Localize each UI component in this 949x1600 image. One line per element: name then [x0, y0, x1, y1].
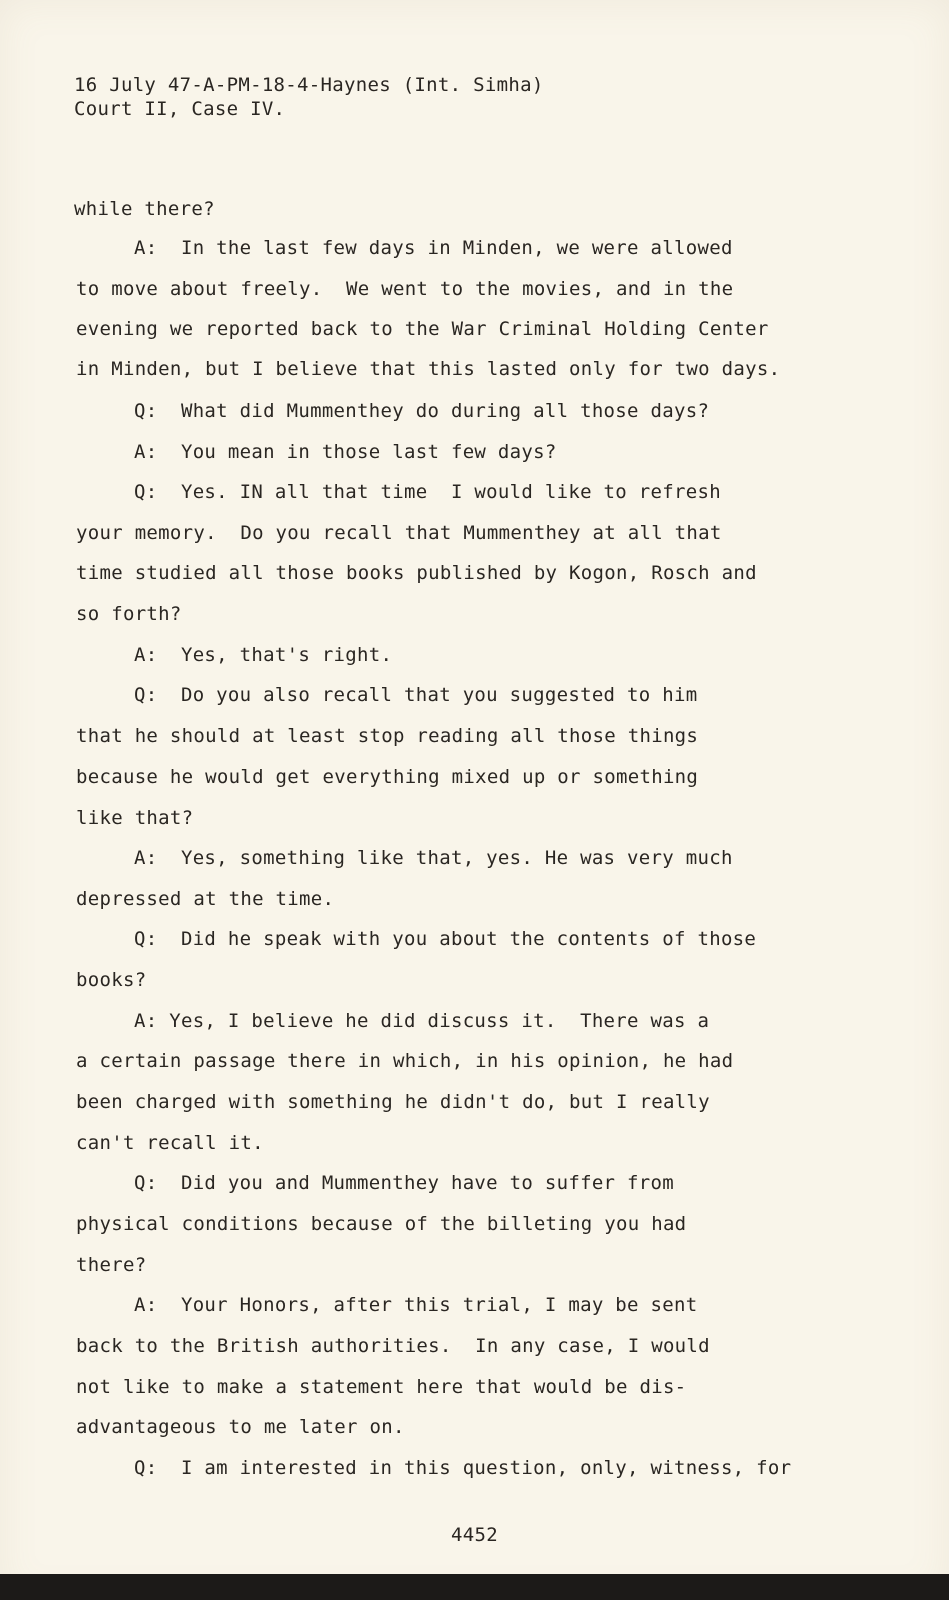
transcript-line: depressed at the time.: [76, 888, 335, 910]
transcript-line: A: Your Honors, after this trial, I may be sent: [134, 1294, 698, 1316]
transcript-line: to move about freely. We went to the movies, and in the: [76, 278, 734, 300]
transcript-line: Q: I am interested in this question, only, witness, for: [134, 1457, 792, 1479]
header-line-2: Court II, Case IV.: [74, 98, 286, 120]
transcript-line: because he would get everything mixed up or something: [76, 766, 699, 788]
transcript-line: back to the British authorities. In any case, I would: [76, 1335, 710, 1357]
transcript-line: evening we reported back to the War Criminal Holding Center: [76, 318, 769, 340]
transcript-line: time studied all those books published by Kogon, Rosch and: [76, 562, 757, 584]
scan-bottom-edge: [0, 1574, 949, 1600]
transcript-line: Q: What did Mummenthey do during all those days?: [134, 400, 710, 422]
transcript-line: A: Yes, I believe he did discuss it. There was a: [134, 1010, 710, 1032]
transcript-line: can't recall it.: [76, 1132, 264, 1154]
transcript-line: books?: [76, 969, 147, 991]
transcript-line: been charged with something he didn't do, but I really: [76, 1091, 710, 1113]
transcript-line: A: Yes, that's right.: [134, 644, 393, 666]
transcript-line: there?: [76, 1254, 147, 1276]
transcript-line: Q: Yes. IN all that time I would like to refresh: [134, 481, 721, 503]
transcript-line: physical conditions because of the billeting you had: [76, 1213, 687, 1235]
transcript-line: so forth?: [76, 603, 182, 625]
transcript-line: A: Yes, something like that, yes. He was very much: [134, 847, 733, 869]
transcript-line: a certain passage there in which, in his opinion, he had: [76, 1050, 734, 1072]
transcript-line: Q: Do you also recall that you suggested to him: [134, 684, 698, 706]
transcript-line: in Minden, but I believe that this lasted only for two days.: [76, 358, 781, 380]
transcript-line: not like to make a statement here that would be dis-: [76, 1376, 687, 1398]
transcript-line: Q: Did you and Mummenthey have to suffer from: [134, 1172, 674, 1194]
transcript-line: Q: Did he speak with you about the contents of those: [134, 928, 757, 950]
transcript-line: advantageous to me later on.: [76, 1416, 405, 1438]
transcript-line: A: In the last few days in Minden, we were allowed: [134, 237, 733, 259]
transcript-line: while there?: [74, 198, 215, 220]
transcript-line: that he should at least stop reading all those things: [76, 725, 699, 747]
transcript-line: like that?: [76, 807, 194, 829]
page-number: 4452: [451, 1524, 498, 1546]
transcript-line: your memory. Do you recall that Mummenthey at all that: [76, 522, 722, 544]
transcript-line: A: You mean in those last few days?: [134, 441, 557, 463]
header-line-1: 16 July 47-A-PM-18-4-Haynes (Int. Simha): [74, 74, 544, 96]
